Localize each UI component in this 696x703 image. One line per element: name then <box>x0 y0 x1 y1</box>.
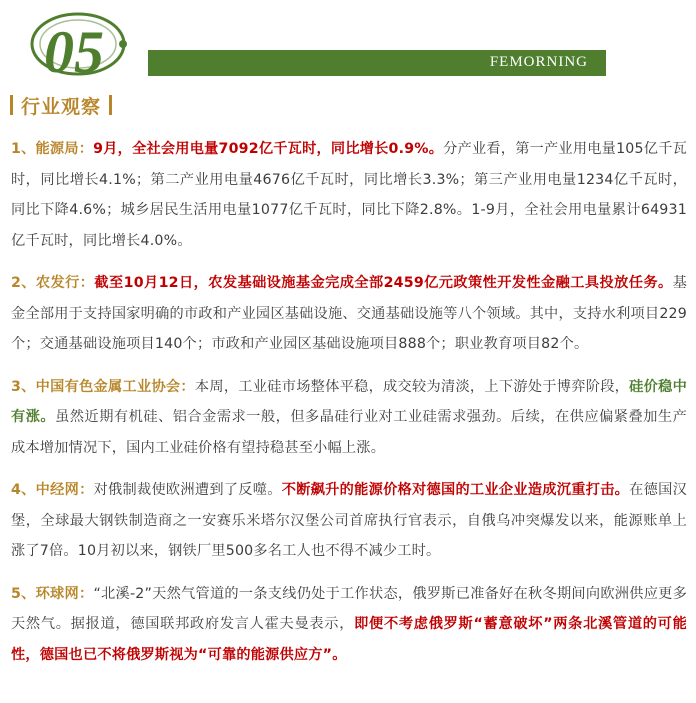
brand-name: FEMORNING <box>489 54 588 70</box>
header <box>0 0 696 88</box>
news-body: 分产业看，第一产业用电量105亿千瓦时，同比增长4.1%；第二产业用电量4676亿千瓦时，同比增长3.3%；第三产业用电量1234亿千瓦时，同比下降4.6%；城乡居民生活用电量1077亿千瓦时，同比下降2.8%。1-9月，全社会用电量累计64931亿千瓦时，同比增长4.0%。 <box>11 141 687 249</box>
news-item-3 <box>11 372 687 464</box>
section-title <box>10 92 112 118</box>
news-source: 3、中国有色金属工业协会： <box>11 378 195 395</box>
title-bar-right <box>109 95 112 115</box>
news-item-1 <box>11 134 687 256</box>
orbit-dot <box>119 40 127 48</box>
issue-number: 05 <box>44 19 104 85</box>
brand-banner <box>148 50 606 76</box>
news-item-2 <box>11 268 687 360</box>
news-source: 1、能源局： <box>11 141 94 157</box>
news-highlight: 9月，全社会用电量7092亿千瓦时，同比增长0.9%。 <box>93 141 444 157</box>
news-source: 5、环球网： <box>11 585 94 602</box>
news-item-5 <box>11 579 687 671</box>
news-item-4 <box>11 475 687 567</box>
news-body: 基金全部用于支持国家明确的市政和产业园区基础设施、交通基础设施等八个领域。其中，支持水利项目229个；交通基础设施项目140个；市政和产业园区基础设施项目888个；职业教育项目82个。 <box>11 275 687 352</box>
news-body: 对俄制裁使欧洲遭到了反噬。 <box>93 482 282 498</box>
title-bar-left <box>10 95 13 115</box>
news-highlight: 不断飙升的能源价格对德国的工业企业造成沉重打击。 <box>281 482 630 498</box>
news-highlight: 即便不考虑俄罗斯“蓄意破坏”两条北溪管道的可能性，德国也已不将俄罗斯视为“可靠的能源供应方”。 <box>11 616 687 663</box>
news-body: “北溪-2”天然气管道的一条支线仍处于工作状态，俄罗斯已准备好在秋冬期间向欧洲供应更多天然气。据报道，德国联邦政府发言人霍夫曼表示， <box>11 585 687 632</box>
news-body: 本周，工业硅市场整体平稳，成交较为清淡，上下游处于博弈阶段， <box>194 378 630 395</box>
section-title-label: 行业观察 <box>21 95 102 118</box>
news-body: 虽然近期有机硅、铝合金需求一般，但多晶硅行业对工业硅需求强劲。后续，在供应偏紧叠加生产成本增加情况下，国内工业硅价格有望持稳甚至小幅上涨。 <box>11 409 687 456</box>
news-highlight: 硅价稳中有涨。 <box>11 378 687 425</box>
news-body: 在德国汉堡，全球最大钢铁制造商之一安赛乐米塔尔汉堡公司首席执行官表示，自俄乌冲突爆发以来，能源账单上涨了7倍。10月初以来，钢铁厂里500多名工人也不得不减少工时。 <box>11 482 687 559</box>
news-source: 4、中经网： <box>11 482 94 498</box>
news-highlight: 截至10月12日，农发基础设施基金完成全部2459亿元政策性开发性金融工具投放任务。 <box>94 275 673 291</box>
news-list <box>11 134 687 682</box>
news-source: 2、农发行： <box>11 275 95 291</box>
